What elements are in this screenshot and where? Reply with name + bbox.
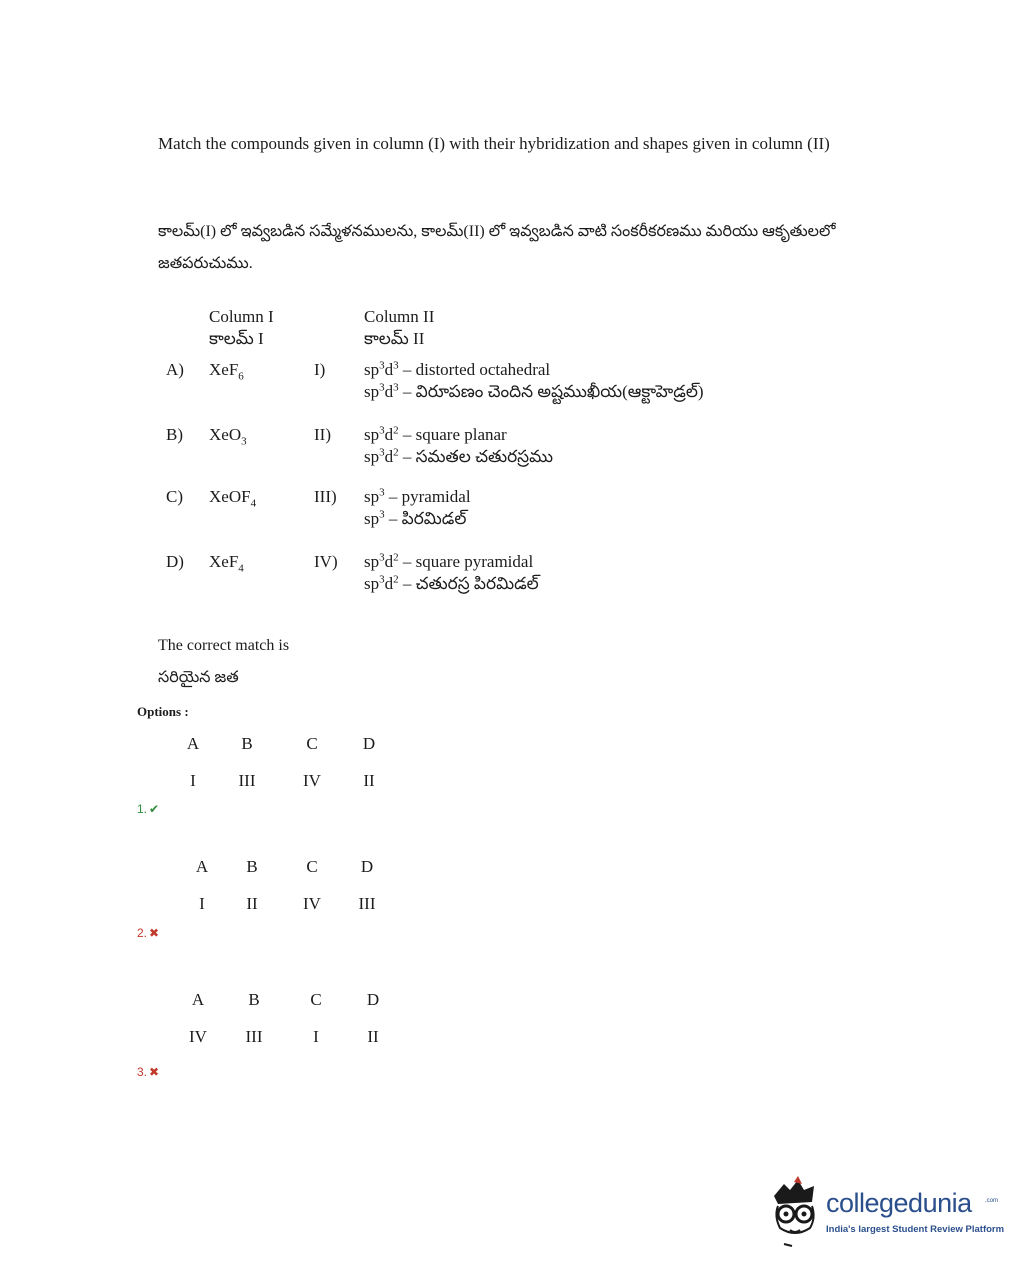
option-header-cell: D [362, 734, 376, 753]
compound-subscript: 4 [238, 562, 244, 575]
option-header-cell: A [191, 990, 205, 1009]
option-value-cell: IV [303, 771, 321, 790]
brand-name: collegedunia [826, 1188, 972, 1218]
hybridization-line-telugu [364, 446, 553, 468]
sp-label: sp [364, 574, 380, 593]
row-letter: D) [166, 552, 184, 571]
hybridization-line-telugu [364, 381, 704, 403]
shape-text-english: – square pyramidal [402, 552, 534, 571]
option-value-cell: III [358, 894, 376, 913]
d-superscript: 2 [393, 446, 399, 459]
shape-text-telugu: – సమతల చతురస్రము [402, 447, 553, 466]
column-2-header [364, 306, 434, 350]
sp-superscript: 3 [379, 486, 385, 499]
shape-text-telugu: – విరూపణం చెందిన అష్టముఖీయ(ఆక్టాహెడ్రల్) [402, 382, 704, 401]
hybridization-line-english [364, 424, 553, 446]
row-roman-numeral: III) [314, 487, 337, 506]
sp-superscript: 3 [379, 424, 385, 437]
brand-domain: .com [985, 1198, 999, 1204]
option-value-cell: II [367, 1027, 379, 1046]
d-label: d [384, 552, 394, 571]
row-compound [209, 551, 244, 573]
row-roman-numeral: II) [314, 425, 331, 444]
column-1-header-telugu: కాలమ్ I [209, 329, 264, 348]
d-superscript: 2 [393, 551, 399, 564]
row-hybridization [364, 359, 704, 403]
row-letter: C) [166, 487, 183, 506]
sp-superscript: 3 [379, 446, 385, 459]
d-superscript: 3 [393, 381, 399, 394]
option-header-cell: D [366, 990, 380, 1009]
option-header-cell: A [195, 857, 209, 876]
d-superscript: 2 [393, 573, 399, 586]
sp-label: sp [364, 552, 380, 571]
row-hybridization [364, 551, 539, 595]
hybridization-line-telugu [364, 508, 471, 530]
question-telugu: కాలమ్(I) లో ఇవ్వబడిన సమ్మేళనములను, కాలమ్(II) లో ఇవ్వబడిన వాటి సంకరీకరణము మరియు ఆకృతులలో జతపరుచుము. [158, 223, 836, 272]
option-number: 3. [137, 1065, 148, 1079]
option-header-cell: A [186, 734, 200, 753]
option-header-cell: B [246, 857, 258, 876]
cross-icon: ✖ [149, 926, 160, 940]
sp-label: sp [364, 509, 380, 528]
compound-formula: XeF [209, 360, 239, 379]
compound-subscript: 6 [238, 370, 244, 383]
compound-formula: XeO [209, 425, 242, 444]
hybridization-line-english [364, 359, 704, 381]
row-compound [209, 359, 244, 381]
hybridization-line-english [364, 486, 471, 508]
row-roman-numeral: I) [314, 360, 326, 379]
question-english: Match the compounds given in column (I) with their hybridization and shapes given in column (II) [158, 134, 830, 153]
sp-label: sp [364, 487, 380, 506]
row-compound [209, 486, 256, 508]
d-label: d [384, 425, 394, 444]
option-value-cell: IV [303, 894, 321, 913]
sp-label: sp [364, 382, 380, 401]
option-number-label [137, 802, 159, 816]
option-header-cell: D [360, 857, 374, 876]
compound-subscript: 4 [250, 497, 257, 510]
d-label: d [384, 382, 394, 401]
column-2-header-english: Column II [364, 307, 435, 326]
shape-text-telugu: – చతురస్ర పిరమిడల్ [402, 574, 539, 593]
option-value-cell: II [363, 771, 375, 790]
brand-tagline: India's largest Student Review Platform [826, 1224, 1005, 1235]
option-header-cell: B [241, 734, 253, 753]
option-number: 2. [137, 926, 148, 940]
column-1-header-english: Column I [209, 307, 274, 326]
option-number: 1. [137, 802, 148, 816]
d-label: d [384, 447, 394, 466]
d-label: d [384, 574, 394, 593]
d-superscript: 3 [393, 359, 399, 372]
option-header-cell: B [248, 990, 260, 1009]
row-letter: B) [166, 425, 183, 444]
option-value-cell: I [199, 894, 205, 913]
option-number-label [137, 926, 159, 940]
d-superscript: 2 [393, 424, 399, 437]
hybridization-line-telugu [364, 573, 539, 595]
answer-prompt-english: The correct match is [158, 637, 290, 654]
hybridization-line-english [364, 551, 539, 573]
sp-label: sp [364, 360, 380, 379]
sp-label: sp [364, 447, 380, 466]
d-label: d [384, 360, 394, 379]
shape-text-english: – distorted octahedral [402, 360, 551, 379]
sp-superscript: 3 [379, 381, 385, 394]
sp-superscript: 3 [379, 508, 385, 521]
option-number-label [137, 1065, 159, 1079]
option-value-cell: IV [189, 1027, 207, 1046]
cross-icon: ✖ [149, 1065, 160, 1079]
collegedunia-logo [768, 1176, 1005, 1248]
row-hybridization [364, 424, 553, 468]
row-hybridization [364, 486, 471, 530]
sp-superscript: 3 [379, 551, 385, 564]
option-value-cell: II [246, 894, 258, 913]
check-icon: ✔ [149, 802, 160, 816]
compound-formula: XeOF [209, 487, 251, 506]
option-value-cell: III [245, 1027, 263, 1046]
row-roman-numeral: IV) [314, 552, 338, 571]
shape-text-english: – square planar [402, 425, 507, 444]
shape-text-telugu: – పిరమిడల్ [388, 509, 467, 528]
option-value-cell: III [238, 771, 256, 790]
compound-formula: XeF [209, 552, 239, 571]
option-value-cell: I [190, 771, 196, 790]
shape-text-english: – pyramidal [388, 487, 471, 506]
answer-prompt-telugu: సరియైన జత [158, 669, 239, 686]
column-1-header [209, 306, 274, 350]
sp-label: sp [364, 425, 380, 444]
option-header-cell: C [306, 734, 318, 753]
option-header-cell: C [306, 857, 318, 876]
row-compound [209, 424, 247, 446]
row-letter: A) [166, 360, 184, 379]
column-2-header-telugu: కాలమ్ II [364, 329, 425, 348]
option-value-cell: I [313, 1027, 319, 1046]
mascot-icon [768, 1176, 824, 1248]
sp-superscript: 3 [379, 573, 385, 586]
option-header-cell: C [310, 990, 322, 1009]
compound-subscript: 3 [241, 435, 247, 448]
sp-superscript: 3 [379, 359, 385, 372]
options-label: Options : [137, 704, 189, 719]
